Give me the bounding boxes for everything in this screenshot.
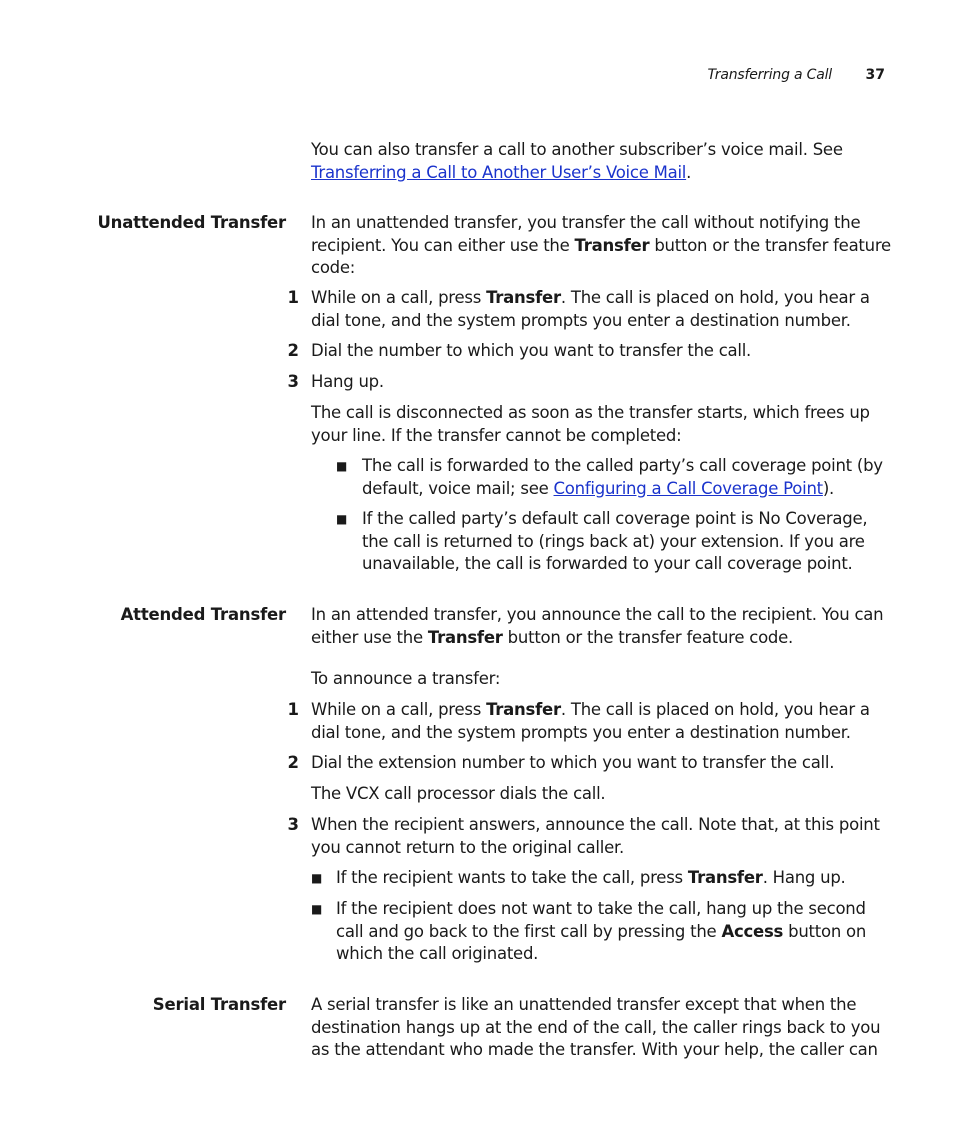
attended-bullet-1 (336, 867, 896, 890)
unattended-step-1 (311, 287, 896, 332)
bullet-icon: ■ (311, 902, 323, 916)
transfer-button-label: Transfer (486, 288, 561, 307)
unattended-result-paragraph: The call is disconnected as soon as the transfer starts, which frees up your line. If the transfer cannot be completed: (311, 403, 870, 445)
section-heading-attended-transfer: Attended Transfer (120, 605, 286, 624)
running-header-title: Transferring a Call (707, 67, 832, 83)
attended-intro-text-end: button or the transfer feature code. (502, 627, 794, 647)
bullet-text: If the recipient does not want to take the call, hang up the second call and go back to the first call by pressing the (336, 899, 866, 941)
transfer-button-label: Transfer (687, 868, 763, 887)
unattended-step-3: Hang up. (311, 372, 384, 391)
step-number: 1 (287, 288, 299, 307)
bullet-text-end: button on which the call originated. (336, 921, 867, 963)
serial-intro: A serial transfer is like an unattended transfer except that when the destination hangs up at the end of the call, the caller rings back to you as the attendant who made the transfer. With your help, the caller can (311, 995, 881, 1059)
intro-end: . (686, 162, 692, 182)
step-text-end: . The call is placed on hold, you hear a dial tone, and the system prompts you enter a destination number. (311, 700, 870, 742)
bullet-text-end: . Hang up. (762, 868, 846, 887)
intro-paragraph (311, 139, 896, 184)
voice-mail-transfer-link[interactable]: Transferring a Call to Another User’s Voice Mail (311, 162, 687, 182)
step-text: While on a call, press (311, 288, 487, 307)
step-text: While on a call, press (311, 700, 487, 719)
page-number: 37 (865, 67, 885, 83)
call-coverage-point-link[interactable]: Configuring a Call Coverage Point (553, 478, 823, 498)
unattended-intro (311, 212, 896, 280)
attended-intro (311, 604, 896, 649)
intro-text: You can also transfer a call to another subscriber’s voice mail. See (311, 140, 843, 159)
attended-intro-text: In an attended transfer, you announce the call to the recipient. You can either use the (311, 605, 884, 647)
step-number: 3 (287, 372, 299, 391)
transfer-button-label: Transfer (574, 235, 650, 255)
bullet-icon: ■ (336, 512, 348, 526)
unattended-intro-text: In an unattended transfer, you transfer the call without notifying the recipient. You can either use the (311, 213, 861, 255)
attended-step-2: Dial the extension number to which you want to transfer the call. (311, 753, 835, 772)
attended-step-2-note: The VCX call processor dials the call. (311, 784, 606, 803)
step-number: 2 (287, 341, 299, 360)
step-number: 2 (287, 753, 299, 772)
access-button-label: Access (721, 921, 784, 941)
section-heading-unattended-transfer: Unattended Transfer (97, 213, 286, 232)
step-number: 3 (287, 815, 299, 834)
bullet-text: If the recipient wants to take the call, press (336, 868, 688, 887)
bullet-icon: ■ (311, 871, 323, 885)
attended-step-3: When the recipient answers, announce the call. Note that, at this point you cannot return to the original caller. (311, 815, 880, 857)
unattended-step-2: Dial the number to which you want to transfer the call. (311, 341, 752, 360)
announce-instruction: To announce a transfer: (311, 669, 501, 688)
step-text-end: . The call is placed on hold, you hear a dial tone, and the system prompts you enter a destination number. (311, 288, 870, 330)
section-heading-serial-transfer: Serial Transfer (152, 995, 286, 1014)
bullet-icon: ■ (336, 459, 348, 473)
bullet-text-end: ). (822, 478, 835, 498)
bullet-text: The call is forwarded to the called party’s call coverage point (by default, voice mail; see (362, 456, 883, 498)
attended-bullet-2 (336, 898, 896, 966)
step-number: 1 (287, 700, 299, 719)
unattended-bullet-1 (362, 455, 892, 500)
transfer-button-label: Transfer (486, 700, 561, 719)
transfer-button-label: Transfer (427, 627, 503, 647)
unattended-bullet-2: If the called party’s default call coverage point is No Coverage, the call is returned to (rings back at) your extension. If you are unavailable, the call is forwarded to your call coverage point. (362, 509, 868, 573)
unattended-intro-text-end: button or the transfer feature code: (311, 235, 891, 277)
attended-step-1 (311, 699, 896, 744)
